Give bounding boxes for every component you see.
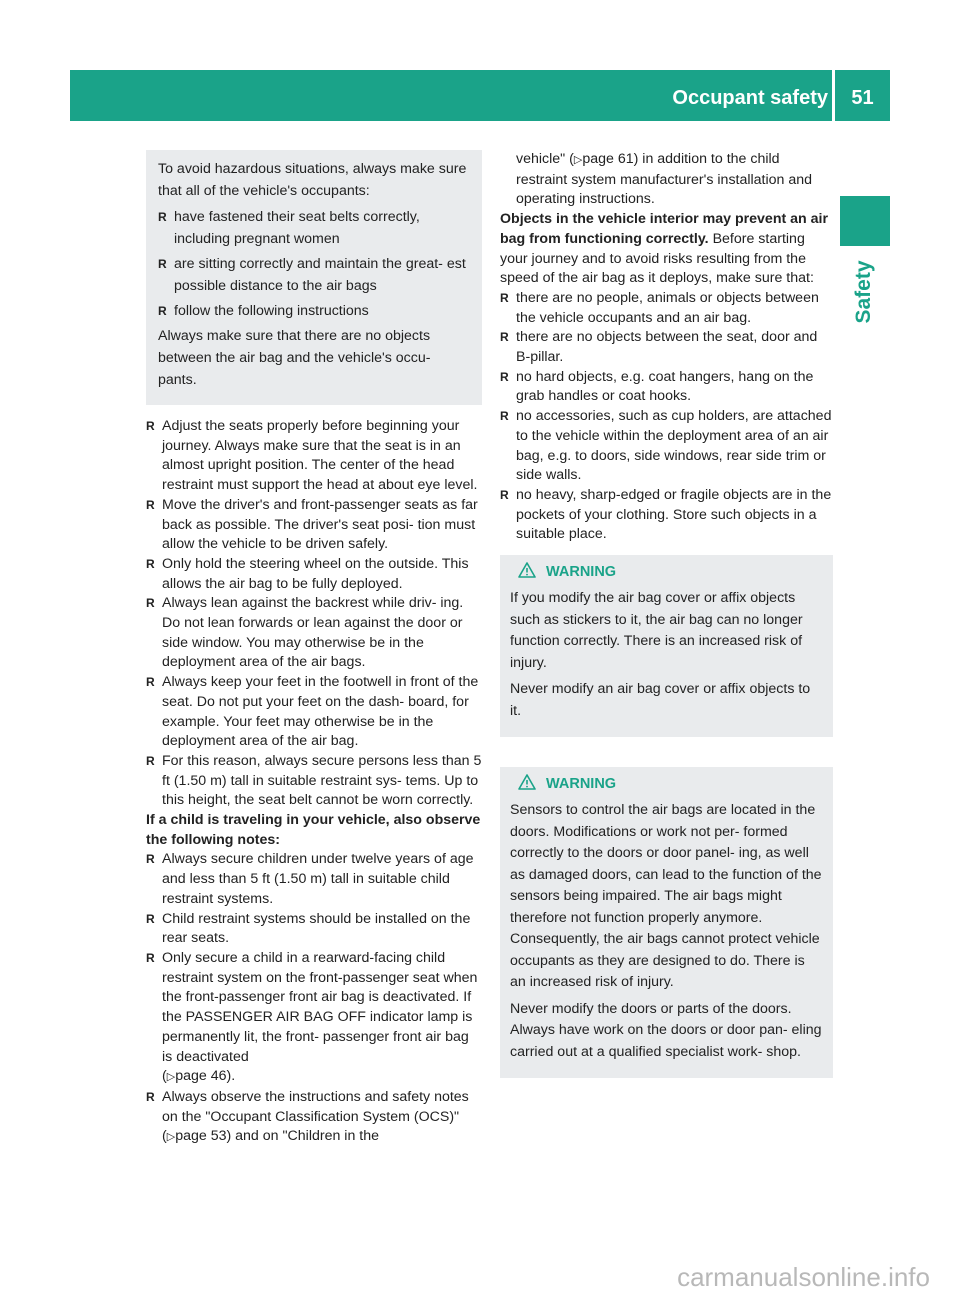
page-ref-arrow-icon: ▷	[573, 154, 583, 166]
warning-box	[500, 767, 833, 1078]
continued-list	[500, 150, 833, 210]
list-item: R Always lean against the backrest while driv- ing. Do not lean forwards or lean against the door or side window. You may otherwise be in the deployment area of the air bags.	[146, 595, 464, 671]
right-column	[500, 150, 833, 1078]
side-tab-marker	[840, 196, 890, 246]
watermark: carmanualsonline.info	[677, 1262, 930, 1292]
list-item: R are sitting correctly and maintain the great- est possible distance to the air bags	[158, 256, 466, 294]
warning-text: If you modify the air bag cover or affix objects such as stickers to it, the air bag can no longer function correctly. There is an increased risk of injury.	[510, 590, 803, 671]
list-item: R follow the following instructions	[158, 303, 369, 319]
page-ref-arrow-icon: ▷	[166, 1071, 176, 1084]
warning-triangle-icon	[518, 774, 536, 790]
child-list	[146, 850, 482, 1148]
section-title: Occupant safety	[672, 87, 828, 109]
list-item: R there are no people, animals or objects between the vehicle occupants and an air bag.	[500, 289, 819, 326]
list-item: R no heavy, sharp-edged or fragile objects are in the pockets of your clothing. Store such objects in a suitable place.	[500, 486, 832, 543]
list-item: R no accessories, such as cup holders, are attached to the vehicle within the deployment area of an air bag, e.g. to doors, side windows, rear side trim or side walls.	[500, 408, 832, 484]
list-item: R Always observe the instructions and safety notes on the "Occupant Classification System (OCS)" (▷page 53) and on "Children in the	[146, 1088, 469, 1145]
page-ref-link[interactable]: page 53) and on "Children in the	[175, 1128, 380, 1145]
page-ref-arrow-icon: ▷	[166, 1131, 176, 1144]
info-box-intro: To avoid hazardous situations, always make sure that all of the vehicle's occupants:	[158, 161, 467, 199]
warning-heading: WARNING	[510, 773, 823, 795]
side-tab-label: Safety	[852, 260, 876, 324]
warning-triangle-icon	[518, 562, 536, 578]
seating-list	[146, 417, 482, 811]
list-item: R have fastened their seat belts correctly, including pregnant women	[158, 209, 420, 247]
list-item: R there are no objects between the seat, door and B-pillar.	[500, 329, 818, 366]
list-item: R Only secure a child in a rearward-facing child restraint system on the front-passenger seat when the front-passenger front air bag is deactivated. If the PASSENGER AIR BAG OFF indicator lamp is permanently lit, the front- passenger front air bag is deactivated (▷page 46).	[146, 949, 478, 1085]
list-item: R Move the driver's and front-passenger seats as far back as possible. The driver's seat posi- tion must allow the vehicle to be driven safely.	[146, 496, 478, 553]
page-ref-link[interactable]: page 61) in addition to the child restraint system manufacturer's installation and operating instructions.	[516, 151, 813, 208]
list-item: R For this reason, always secure persons less than 5 ft (1.50 m) tall in suitable restraint sys- tems. Up to this height, the seat belt cannot be worn correctly.	[146, 752, 482, 809]
list-item: R Always keep your feet in the footwell in front of the seat. Do not put your feet on the dash- board, for example. Your feet may otherwise be in the deployment area of the air bag.	[146, 674, 479, 750]
warning-box	[500, 555, 833, 737]
objects-list	[500, 289, 833, 545]
list-item: R no hard objects, e.g. coat hangers, hang on the grab handles or coat hooks.	[500, 368, 814, 405]
page-number: 51	[851, 87, 874, 109]
list-item: R Only hold the steering wheel on the outside. This allows the air bag to be fully deployed.	[146, 555, 469, 592]
info-box-list	[158, 206, 470, 322]
list-item: R Always secure children under twelve years of age and less than 5 ft (1.50 m) tall in suitable child restraint systems.	[146, 851, 474, 907]
warning-text: Sensors to control the air bags are located in the doors. Modifications or work not per- formed correctly to the doors or door panel- ing, as well as damaged doors, can lead to the function of the sensors being impaired. The air bags might therefore not function properly anymore. Consequently, the air bags cannot protect vehicle occupants as they are designed to do. There is an increased risk of injury.	[510, 802, 822, 991]
warning-text: Never modify an air bag cover or affix objects to it.	[510, 681, 811, 719]
list-item: R Adjust the seats properly before beginning your journey. Always make sure that the seat is in an almost upright position. The center of the head restraint must support the head at about eye level.	[146, 418, 478, 494]
left-column	[146, 150, 482, 1148]
list-item-continued: vehicle" (▷page 61) in addition to the child restraint system manufacturer's installation and operating instructions.	[516, 151, 813, 208]
child-heading: If a child is traveling in your vehicle, also observe the following notes:	[146, 812, 481, 848]
info-box	[146, 150, 482, 405]
info-box-outro: Always make sure that there are no objects between the air bag and the vehicle's occu- pants.	[158, 328, 431, 388]
objects-paragraph: Objects in the vehicle interior may prevent an air bag from functioning correctly. Before starting your journey and to avoid risks resulting from the speed of the air bag as it deploys, make sure that:	[500, 211, 829, 287]
list-item: R Child restraint systems should be installed on the rear seats.	[146, 910, 471, 947]
warning-heading: WARNING	[510, 561, 823, 583]
page-ref-link[interactable]: page 46).	[175, 1068, 236, 1085]
warning-text: Never modify the doors or parts of the doors. Always have work on the doors or door pan- eling carried out at a qualified specialist work- shop.	[510, 1000, 822, 1060]
